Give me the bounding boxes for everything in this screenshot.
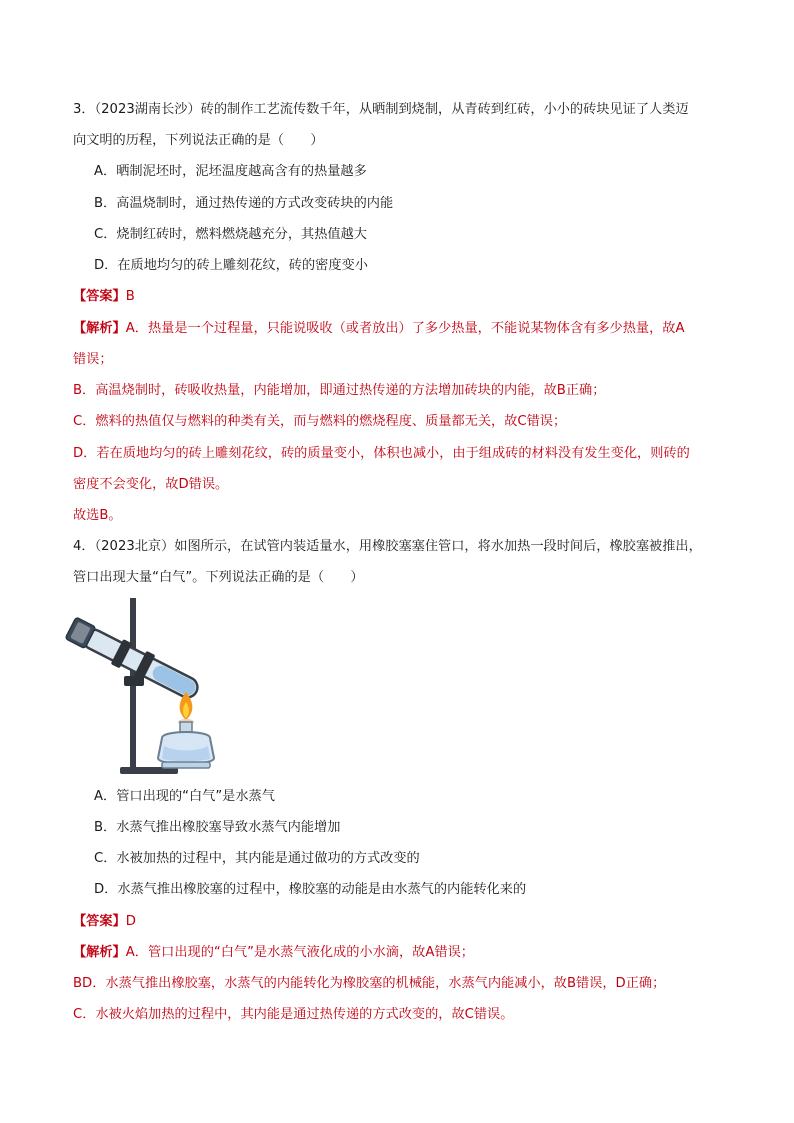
- q4-analysis-label: 【解析】: [73, 945, 126, 960]
- q3-option-c: C．烧制红砖时，燃料燃烧越充分，其热值越大: [94, 227, 367, 242]
- alcohol-lamp: [158, 722, 214, 768]
- q3-stem-line-1: 3．（2023湖南长沙）砖的制作工艺流传数千年，从晒制到烧制，从青砖到红砖，小小的砖块见证了人类迈: [73, 102, 689, 117]
- q3-answer: [73, 288, 135, 306]
- q3-analysis-line-7: 故选B。: [73, 508, 122, 523]
- q4-analysis-line-3: C．水被火焰加热的过程中，其内能是通过热传递的方式改变的，故C错误。: [73, 1007, 514, 1022]
- q4-option-d: D．水蒸气推出橡胶塞的过程中，橡胶塞的动能是由水蒸气的内能转化来的: [94, 882, 527, 897]
- test-tube-heating-figure: [60, 596, 220, 780]
- q3-option-a: A．晒制泥坯时，泥坯温度越高含有的热量越多: [94, 164, 367, 179]
- q3-analysis-line-1: [73, 320, 684, 338]
- q3-analysis-text-1: A．热量是一个过程量，只能说吸收（或者放出）了多少热量，不能说某物体含有多少热量，故A: [125, 321, 685, 336]
- q4-option-c: C．水被加热的过程中，其内能是通过做功的方式改变的: [94, 851, 420, 866]
- q4-option-a: A．管口出现的“白气”是水蒸气: [94, 789, 275, 804]
- q4-analysis-line-2: BD．水蒸气推出橡胶塞，水蒸气的内能转化为橡胶塞的机械能，水蒸气内能减小，故B错误，D正确；: [73, 976, 666, 991]
- q4-analysis-text-1: A．管口出现的“白气”是水蒸气液化成的小水滴，故A错误；: [125, 945, 474, 960]
- q4-option-b: B．水蒸气推出橡胶塞导致水蒸气内能增加: [94, 820, 341, 835]
- test-tube: [79, 623, 203, 705]
- q4-stem-line-2: 管口出现大量“白气”。下列说法正确的是（ ）: [73, 570, 364, 585]
- q3-answer-label: 【答案】: [73, 289, 126, 304]
- q3-analysis-label: 【解析】: [73, 321, 126, 336]
- q4-analysis-line-1: [73, 944, 474, 962]
- q4-answer-value: D: [125, 914, 136, 929]
- q3-analysis-line-4: C．燃料的热值仅与燃料的种类有关，而与燃料的燃烧程度、质量都无关，故C错误；: [73, 414, 567, 429]
- q4-answer-label: 【答案】: [73, 914, 126, 929]
- q3-option-b: B．高温烧制时，通过热传递的方式改变砖块的内能: [94, 196, 394, 211]
- q3-option-d: D．在质地均匀的砖上雕刻花纹，砖的密度变小: [94, 258, 368, 273]
- q3-answer-value: B: [125, 289, 135, 304]
- q3-analysis-line-5: D．若在质地均匀的砖上雕刻花纹，砖的质量变小，体积也减小，由于组成砖的材料没有发生变化，则砖的: [73, 446, 690, 461]
- q3-analysis-line-3: B．高温烧制时，砖吸收热量，内能增加，即通过热传递的方法增加砖块的内能，故B正确；: [73, 383, 606, 398]
- q4-stem-line-1: 4．（2023北京）如图所示，在试管内装适量水，用橡胶塞塞住管口，将水加热一段时间后，橡胶塞被推出，: [73, 539, 702, 554]
- q3-analysis-line-2: 错误；: [73, 352, 113, 367]
- q3-analysis-line-6: 密度不会变化，故D错误。: [73, 477, 229, 492]
- q4-answer: [73, 913, 136, 931]
- q3-stem-line-2: 向文明的历程，下列说法正确的是（ ）: [73, 133, 324, 148]
